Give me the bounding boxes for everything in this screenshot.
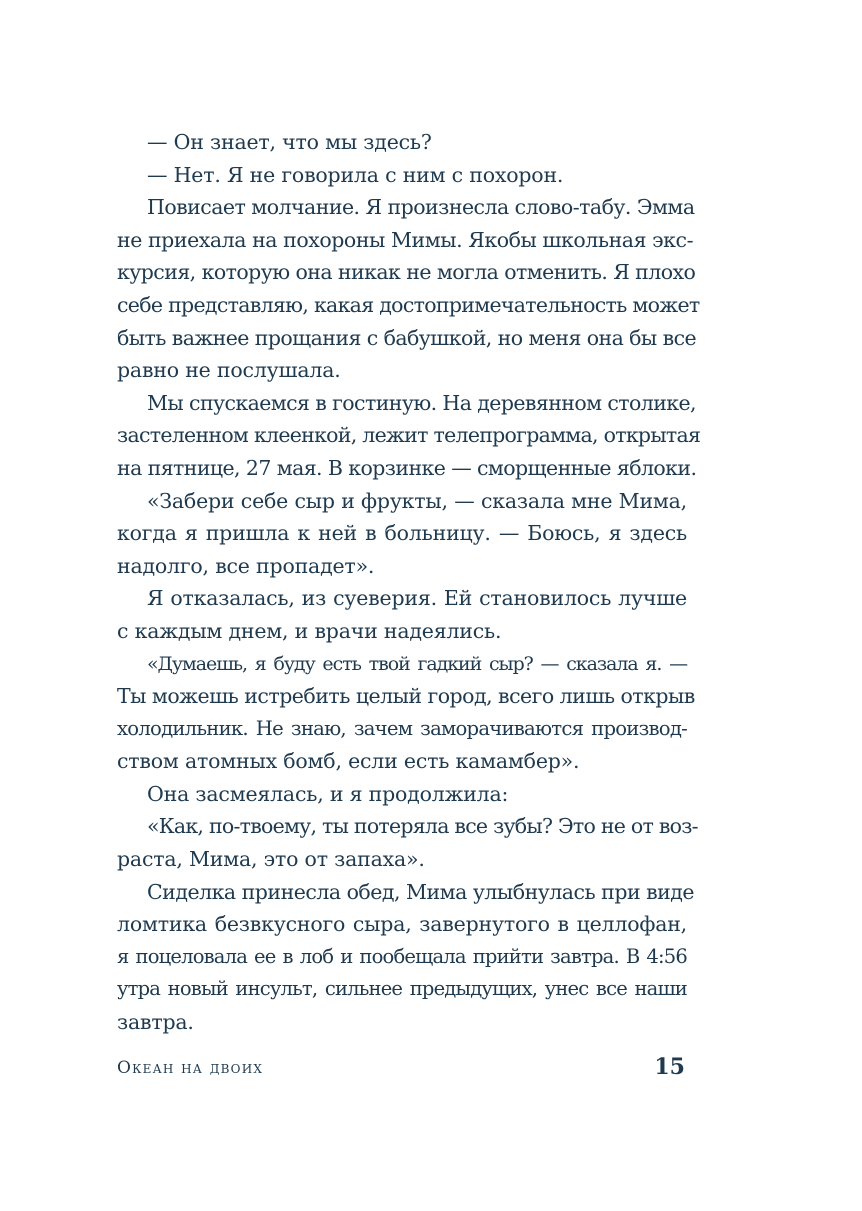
text-line: «Забери себе сыр и фрукты, — сказала мне Мима, bbox=[147, 488, 687, 513]
text-line: не приехала на похороны Мимы. Якобы школьная экс- bbox=[117, 227, 694, 252]
text-line: — Нет. Я не говорила с ним с похорон. bbox=[147, 162, 564, 187]
text-line: — Он знает, что мы здесь? bbox=[147, 130, 432, 154]
paragraph bbox=[117, 810, 698, 875]
running-title: Океан на двоих bbox=[117, 1058, 264, 1078]
text-line: я поцеловала ее в лоб и пообещала прийти завтра. В 4:56 bbox=[117, 944, 687, 968]
text-line: Ты можешь истребить целый город, всего лишь открыв bbox=[117, 684, 695, 709]
body-text bbox=[117, 126, 701, 1039]
text-line: Мы спускаемся в гостиную. На деревянном столике, bbox=[147, 390, 696, 415]
text-line: утра новый инсульт, сильнее предыдущих, унес все наши bbox=[117, 977, 687, 1001]
text-line: завтра. bbox=[117, 1010, 194, 1035]
text-line: равно не послушала. bbox=[117, 358, 341, 383]
paragraph bbox=[117, 191, 700, 387]
text-line: Сиделка принесла обед, Мима улыбнулась при виде bbox=[147, 879, 695, 904]
text-line: «Думаешь, я буду есть твой гадкий сыр? — сказала я. — bbox=[147, 652, 687, 675]
text-line: когда я пришла к ней в больницу. — Боюсь, я здесь bbox=[117, 521, 687, 546]
text-line: с каждым днем, и врачи надеялись. bbox=[117, 618, 502, 643]
page-footer bbox=[117, 1052, 687, 1086]
text-line: себе представляю, какая достопримечательность может bbox=[117, 292, 700, 317]
text-line: ломтика безвкусного сыра, завернутого в целлофан, bbox=[117, 912, 687, 937]
text-line: надолго, все пропадет». bbox=[117, 553, 375, 578]
paragraph bbox=[117, 582, 687, 647]
page-number: 15 bbox=[654, 1054, 685, 1080]
text-line: Я отказалась, из суеверия. Ей становилось лучше bbox=[147, 586, 687, 611]
paragraph bbox=[117, 485, 687, 583]
text-line: на пятнице, 27 мая. В корзинке — сморщенные яблоки. bbox=[117, 455, 697, 480]
text-line: курсия, которую она никак не могла отменить. Я плохо bbox=[117, 260, 696, 285]
text-line: холодильник. Не знаю, зачем заморачиваются производ- bbox=[117, 716, 687, 740]
paragraph bbox=[117, 126, 687, 159]
text-line: раста, Мима, это от запаха». bbox=[117, 847, 425, 872]
paragraph bbox=[117, 778, 687, 811]
text-line: ством атомных бомб, если есть камамбер». bbox=[117, 749, 580, 774]
text-line: Она засмеялась, и я продолжила: bbox=[147, 781, 509, 806]
paragraph bbox=[117, 876, 695, 1039]
paragraph bbox=[117, 387, 701, 485]
text-line: «Как, по-твоему, ты потеряла все зубы? Это не от воз- bbox=[147, 814, 698, 839]
paragraph bbox=[117, 159, 687, 192]
text-line: застеленном клеенкой, лежит телепрограмма, открытая bbox=[117, 423, 701, 448]
text-line: быть важнее прощания с бабушкой, но меня она бы все bbox=[117, 325, 697, 350]
paragraph bbox=[117, 648, 695, 778]
text-line: Повисает молчание. Я произнесла слово-табу. Эмма bbox=[147, 195, 695, 220]
